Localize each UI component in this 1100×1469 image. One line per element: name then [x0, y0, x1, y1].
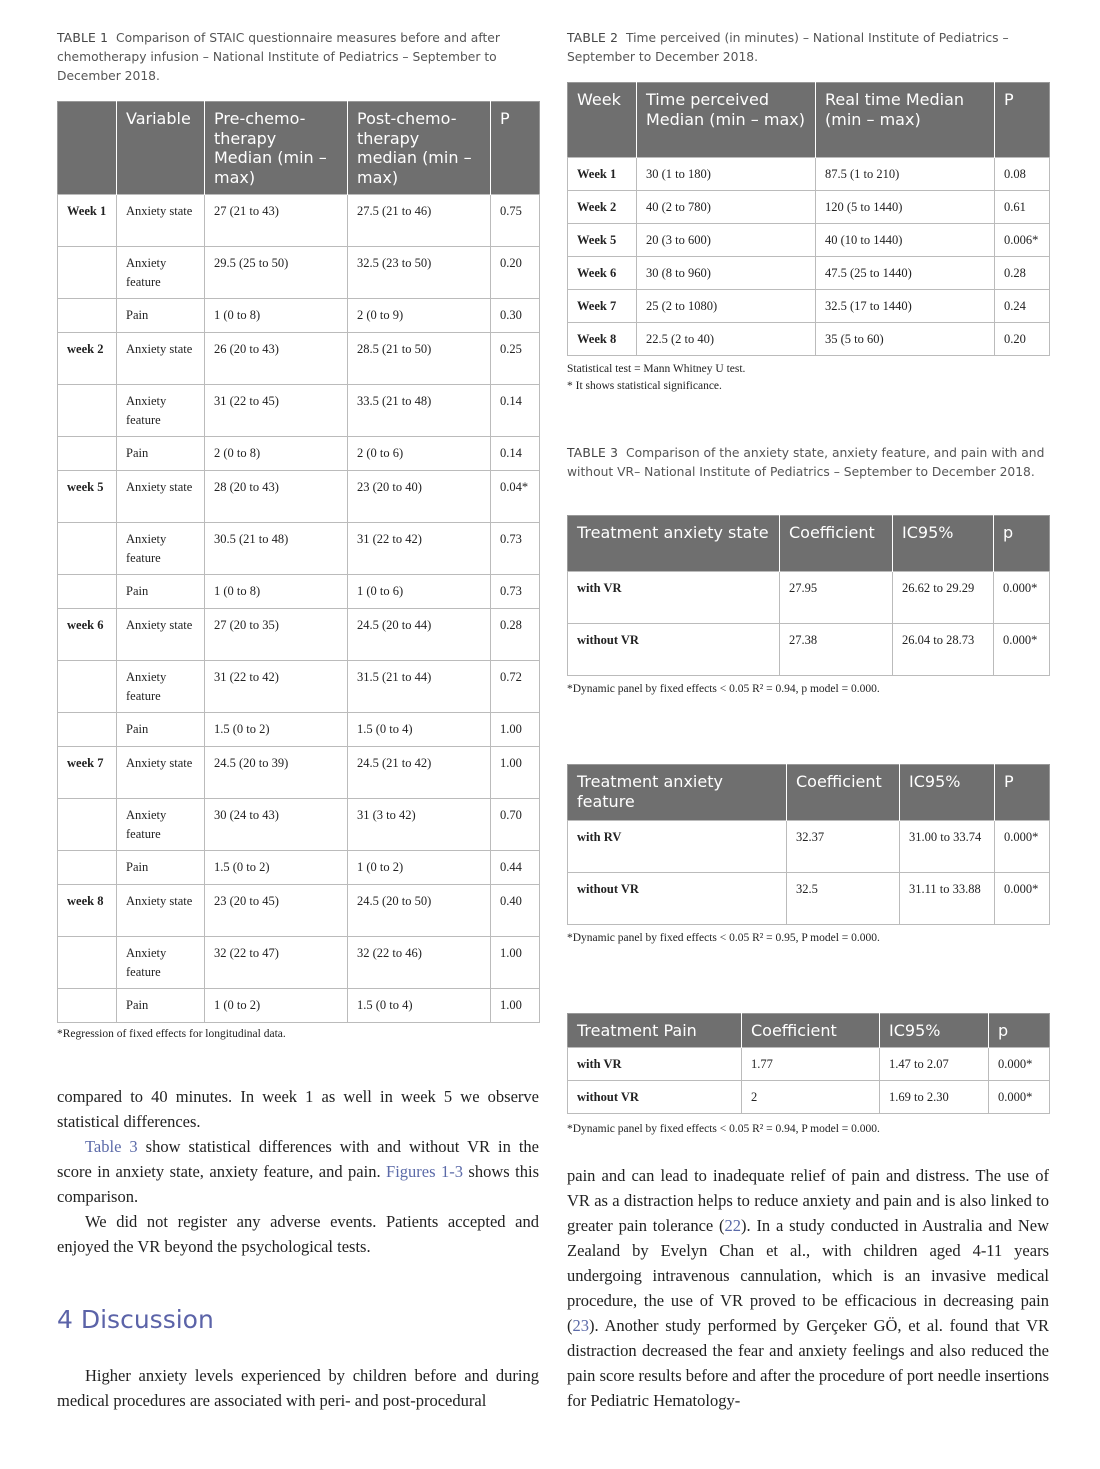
table3-header: IC95% [900, 765, 995, 821]
body-paragraph [57, 1363, 539, 1413]
table3-cell-ic: 31.11 to 33.88 [900, 873, 995, 925]
paragraph-text: We did not register any adverse events. Patients accepted and enjoyed the VR beyond the psychological tests. [57, 1212, 539, 1256]
table2-row [568, 290, 1050, 323]
table3-cell-label: without VR [568, 1081, 742, 1114]
paragraph-text: pain and can lead to inadequate relief of pain and distress. The use of VR as a distraction helps to reduce anxiety and pain and is also linked to greater pain tolerance ( [567, 1166, 1049, 1235]
table2-header: P [995, 83, 1050, 158]
table2-cell-real: 40 (10 to 1440) [816, 224, 995, 257]
table2-label: TABLE 2 [567, 31, 619, 45]
table1-cell-pre: 27 (20 to 35) [205, 609, 348, 661]
table1-cell-post: 23 (20 to 40) [348, 471, 491, 523]
table1-row [58, 195, 540, 247]
table3-cell-p: 0.000* [989, 1048, 1050, 1081]
table1-cell-pre: 28 (20 to 43) [205, 471, 348, 523]
table1-row [58, 471, 540, 523]
table3-cell-coef: 32.37 [787, 821, 900, 873]
table2-cell-perceived: 40 (2 to 780) [637, 191, 816, 224]
table3-caption-text: Comparison of the anxiety state, anxiety feature, and pain with and without VR– National Institute of Pediatrics – September to December 2018. [567, 446, 1045, 479]
table3-label: TABLE 3 [567, 446, 619, 460]
table1-caption-text: Comparison of STAIC questionnaire measures before and after chemotherapy infusion – National Institute of Pediatrics – September to December 2018. [57, 31, 500, 83]
table1-caption [57, 29, 539, 86]
paragraph-text: compared to 40 minutes. In week 1 as well in week 5 we observe statistical differences. [57, 1087, 539, 1131]
table1-cell-pre: 29.5 (25 to 50) [205, 247, 348, 299]
table1-cell-p: 1.00 [491, 989, 540, 1023]
table1-cell-pre: 26 (20 to 43) [205, 333, 348, 385]
table1-cell-variable: Anxiety state [117, 609, 205, 661]
table1-cell-pre: 1 (0 to 8) [205, 299, 348, 333]
table1-cell-p: 1.00 [491, 747, 540, 799]
table3-subtable [567, 764, 1050, 925]
table1-cell-week [58, 575, 117, 609]
table1-cell-week [58, 713, 117, 747]
table1-cell-pre: 2 (0 to 8) [205, 437, 348, 471]
table3-cell-p: 0.000* [995, 873, 1050, 925]
table1-cell-post: 31 (3 to 42) [348, 799, 491, 851]
table1-row [58, 247, 540, 299]
table2-row [568, 191, 1050, 224]
table1-cell-week: week 8 [58, 885, 117, 937]
table1-cell-variable: Anxiety feature [117, 385, 205, 437]
table1-cell-post: 2 (0 to 9) [348, 299, 491, 333]
table1-cell-week [58, 851, 117, 885]
table1-row [58, 575, 540, 609]
table1-cell-p: 0.40 [491, 885, 540, 937]
table1-cell-week [58, 247, 117, 299]
table2-cell-p: 0.006* [995, 224, 1050, 257]
table3-row [568, 1081, 1050, 1114]
table3-cell-p: 0.000* [989, 1081, 1050, 1114]
table3-cell-coef: 27.95 [780, 572, 893, 624]
table1-cell-week [58, 661, 117, 713]
table2-cell-real: 87.5 (1 to 210) [816, 158, 995, 191]
table3-header: Treatment anxiety state [568, 516, 780, 572]
table2-note: Statistical test = Mann Whitney U test. [567, 363, 746, 375]
table3-cell-label: with RV [568, 821, 787, 873]
body-paragraph [57, 1084, 539, 1134]
table1-cell-p: 0.72 [491, 661, 540, 713]
table1-row [58, 437, 540, 471]
table1-label: TABLE 1 [57, 31, 109, 45]
table1-cell-post: 33.5 (21 to 48) [348, 385, 491, 437]
table1-cell-pre: 1 (0 to 2) [205, 989, 348, 1023]
table1-cell-p: 0.30 [491, 299, 540, 333]
table1-row [58, 299, 540, 333]
table2-cell-perceived: 22.5 (2 to 40) [637, 323, 816, 356]
table2-cell-week: Week 6 [568, 257, 637, 290]
table3-cell-label: with VR [568, 1048, 742, 1081]
table3-header: Treatment anxiety feature [568, 765, 787, 821]
table3-cell-label: without VR [568, 873, 787, 925]
table1-cell-p: 0.14 [491, 385, 540, 437]
table1-cell-variable: Anxiety feature [117, 523, 205, 575]
table3-header: Coefficient [742, 1014, 880, 1048]
table1-cell-variable: Anxiety state [117, 885, 205, 937]
table1-row [58, 333, 540, 385]
table2-note: * It shows statistical significance. [567, 380, 722, 392]
table3-row [568, 624, 1050, 676]
table1-cell-variable: Pain [117, 851, 205, 885]
table1-cell-post: 2 (0 to 6) [348, 437, 491, 471]
table1-cell-pre: 30 (24 to 43) [205, 799, 348, 851]
table2-row [568, 323, 1050, 356]
table1-cell-pre: 27 (21 to 43) [205, 195, 348, 247]
table1-cell-variable: Anxiety state [117, 471, 205, 523]
table1-cell-post: 28.5 (21 to 50) [348, 333, 491, 385]
table1-cell-variable: Pain [117, 575, 205, 609]
body-paragraph [57, 1134, 539, 1209]
table3-note: *Dynamic panel by fixed effects < 0.05 R² = 0.95, P model = 0.000. [567, 932, 880, 944]
table3-cell-label: with VR [568, 572, 780, 624]
table1-cell-post: 24.5 (21 to 42) [348, 747, 491, 799]
table1-cell-p: 0.73 [491, 575, 540, 609]
table2-row [568, 257, 1050, 290]
table2-cell-real: 47.5 (25 to 1440) [816, 257, 995, 290]
table1-row [58, 937, 540, 989]
table3-note: *Dynamic panel by fixed effects < 0.05 R² = 0.94, p model = 0.000. [567, 683, 880, 695]
table1-row [58, 609, 540, 661]
table3-header: P [995, 765, 1050, 821]
table1-row [58, 713, 540, 747]
table1-header: Pre-chemo-therapy Median (min – max) [205, 102, 348, 195]
paragraph-text: ). Another study performed by Gerçeker GÖ, et al. found that VR distraction decreased the fear and anxiety feelings and also reduced the pain score results before and after the procedure of port needle insertions for Pediatric Hematology- [567, 1316, 1049, 1410]
table3-cell-coef: 32.5 [787, 873, 900, 925]
table1-cell-week [58, 523, 117, 575]
table2-cell-perceived: 25 (2 to 1080) [637, 290, 816, 323]
reference-link[interactable]: 22 [724, 1216, 742, 1235]
figures-link[interactable]: Figures 1-3 [386, 1162, 463, 1181]
table2-cell-week: Week 1 [568, 158, 637, 191]
table1-cell-variable: Pain [117, 299, 205, 333]
table1-cell-variable: Anxiety feature [117, 661, 205, 713]
table1-header: Variable [117, 102, 205, 195]
table3-row [568, 1048, 1050, 1081]
table1-cell-p: 0.73 [491, 523, 540, 575]
paragraph-text: show statistical differences with and without VR in the score in anxiety state, anxiety feature, and pain. [57, 1137, 539, 1181]
table2-header: Week [568, 83, 637, 158]
table1-cell-week: week 5 [58, 471, 117, 523]
reference-link[interactable]: 23 [572, 1316, 589, 1335]
table1-cell-p: 0.14 [491, 437, 540, 471]
table3-row [568, 821, 1050, 873]
table3-cell-ic: 31.00 to 33.74 [900, 821, 995, 873]
table2-cell-week: Week 8 [568, 323, 637, 356]
table3-cell-ic: 1.47 to 2.07 [880, 1048, 989, 1081]
table2-cell-real: 32.5 (17 to 1440) [816, 290, 995, 323]
table3-cell-ic: 26.62 to 29.29 [893, 572, 994, 624]
table2-cell-week: Week 5 [568, 224, 637, 257]
table1-cell-week: week 6 [58, 609, 117, 661]
table1-cell-variable: Anxiety state [117, 195, 205, 247]
table1-cell-week: week 2 [58, 333, 117, 385]
table1-cell-p: 0.75 [491, 195, 540, 247]
table3-header: Coefficient [787, 765, 900, 821]
table1-cell-p: 0.25 [491, 333, 540, 385]
table2-cell-perceived: 20 (3 to 600) [637, 224, 816, 257]
table1-cell-pre: 1 (0 to 8) [205, 575, 348, 609]
table2-cell-real: 35 (5 to 60) [816, 323, 995, 356]
table2-cell-p: 0.24 [995, 290, 1050, 323]
table1-cell-variable: Pain [117, 437, 205, 471]
table2-cell-perceived: 30 (1 to 180) [637, 158, 816, 191]
table1-cell-pre: 31 (22 to 45) [205, 385, 348, 437]
table1-cell-variable: Anxiety state [117, 333, 205, 385]
table2-row [568, 224, 1050, 257]
table2-header: Time perceived Median (min – max) [637, 83, 816, 158]
table1-cell-post: 1 (0 to 6) [348, 575, 491, 609]
paragraph-text: shows this comparison. [57, 1162, 539, 1206]
table1-cell-post: 31 (22 to 42) [348, 523, 491, 575]
table3-header: p [994, 516, 1050, 572]
table1-row [58, 851, 540, 885]
table1-row [58, 747, 540, 799]
table1-cell-post: 1.5 (0 to 4) [348, 989, 491, 1023]
table3-cell-coef: 1.77 [742, 1048, 880, 1081]
table3-cell-ic: 1.69 to 2.30 [880, 1081, 989, 1114]
table1-cell-variable: Anxiety state [117, 747, 205, 799]
table1-cell-variable: Anxiety feature [117, 247, 205, 299]
table2-caption-text: Time perceived (in minutes) – National Institute of Pediatrics – September to December 2018. [567, 31, 1009, 64]
table3-cell-p: 0.000* [994, 624, 1050, 676]
table1-header [58, 102, 117, 195]
table3-header: Treatment Pain [568, 1014, 742, 1048]
table3-cell-p: 0.000* [995, 821, 1050, 873]
table1-cell-pre: 32 (22 to 47) [205, 937, 348, 989]
body-paragraph [567, 1163, 1049, 1413]
table1-cell-post: 1.5 (0 to 4) [348, 713, 491, 747]
table3-header: IC95% [893, 516, 994, 572]
table1-cell-pre: 30.5 (21 to 48) [205, 523, 348, 575]
table3-cell-p: 0.000* [994, 572, 1050, 624]
table1-row [58, 885, 540, 937]
table1-cell-post: 31.5 (21 to 44) [348, 661, 491, 713]
table3-cell-coef: 2 [742, 1081, 880, 1114]
table2-caption [567, 29, 1049, 67]
table1-row [58, 661, 540, 713]
table2-cell-p: 0.08 [995, 158, 1050, 191]
table2 [567, 82, 1050, 356]
table1-cell-week [58, 799, 117, 851]
table1-cell-p: 0.20 [491, 247, 540, 299]
table1-cell-p: 0.44 [491, 851, 540, 885]
paragraph-text: ). In a study conducted in Australia and New Zealand by Evelyn Chan et al., with children aged 4-11 years undergoing intravenous cannulation, which is an invasive medical procedure, the use of VR proved to be efficacious in decreasing pain ( [567, 1216, 1049, 1335]
table1-row [58, 523, 540, 575]
table2-row [568, 158, 1050, 191]
table3-cell-ic: 26.04 to 28.73 [893, 624, 994, 676]
table1-note: *Regression of fixed effects for longitudinal data. [57, 1028, 286, 1040]
table2-cell-p: 0.61 [995, 191, 1050, 224]
table1-cell-variable: Pain [117, 989, 205, 1023]
table1-cell-p: 0.70 [491, 799, 540, 851]
table1-cell-variable: Anxiety feature [117, 937, 205, 989]
table1-row [58, 799, 540, 851]
table1-header: P [491, 102, 540, 195]
table1-cell-post: 1 (0 to 2) [348, 851, 491, 885]
table1-cell-post: 24.5 (20 to 50) [348, 885, 491, 937]
table1-header: Post-chemo-therapy median (min – max) [348, 102, 491, 195]
table1-cell-p: 0.28 [491, 609, 540, 661]
table1-row [58, 385, 540, 437]
table2-cell-perceived: 30 (8 to 960) [637, 257, 816, 290]
table1-cell-pre: 1.5 (0 to 2) [205, 713, 348, 747]
table1-row [58, 989, 540, 1023]
table2-cell-week: Week 2 [568, 191, 637, 224]
table1-cell-week [58, 299, 117, 333]
table3-header: p [989, 1014, 1050, 1048]
table1-cell-post: 32.5 (23 to 50) [348, 247, 491, 299]
table2-cell-week: Week 7 [568, 290, 637, 323]
table2-cell-p: 0.20 [995, 323, 1050, 356]
table1-cell-p: 1.00 [491, 937, 540, 989]
section-heading: 4 Discussion [57, 1305, 214, 1334]
table2-cell-real: 120 (5 to 1440) [816, 191, 995, 224]
table1 [57, 101, 540, 1023]
table3-header: IC95% [880, 1014, 989, 1048]
table3-subtable [567, 515, 1050, 676]
table3-row [568, 873, 1050, 925]
table3-cell-label: without VR [568, 624, 780, 676]
table1-cell-p: 0.04* [491, 471, 540, 523]
table3-row [568, 572, 1050, 624]
table3-caption [567, 444, 1049, 482]
table1-cell-pre: 31 (22 to 42) [205, 661, 348, 713]
table1-cell-week [58, 385, 117, 437]
table1-cell-post: 27.5 (21 to 46) [348, 195, 491, 247]
table3-cell-coef: 27.38 [780, 624, 893, 676]
table1-cell-post: 24.5 (20 to 44) [348, 609, 491, 661]
table1-cell-week [58, 989, 117, 1023]
table1-cell-week [58, 937, 117, 989]
table3-subtable [567, 1013, 1050, 1114]
table1-cell-p: 1.00 [491, 713, 540, 747]
body-paragraph [57, 1209, 539, 1259]
table3-link[interactable]: Table 3 [85, 1137, 138, 1156]
table2-header: Real time Median (min – max) [816, 83, 995, 158]
table1-cell-post: 32 (22 to 46) [348, 937, 491, 989]
table3-note: *Dynamic panel by fixed effects < 0.05 R² = 0.94, P model = 0.000. [567, 1123, 880, 1135]
table1-cell-week: week 7 [58, 747, 117, 799]
table1-cell-week [58, 437, 117, 471]
table1-cell-variable: Anxiety feature [117, 799, 205, 851]
table2-cell-p: 0.28 [995, 257, 1050, 290]
table1-cell-pre: 24.5 (20 to 39) [205, 747, 348, 799]
table3-header: Coefficient [780, 516, 893, 572]
table1-cell-pre: 1.5 (0 to 2) [205, 851, 348, 885]
paragraph-text: Higher anxiety levels experienced by children before and during medical procedures are associated with peri- and post-procedural [57, 1366, 539, 1410]
table1-cell-variable: Pain [117, 713, 205, 747]
table1-cell-pre: 23 (20 to 45) [205, 885, 348, 937]
table1-cell-week: Week 1 [58, 195, 117, 247]
